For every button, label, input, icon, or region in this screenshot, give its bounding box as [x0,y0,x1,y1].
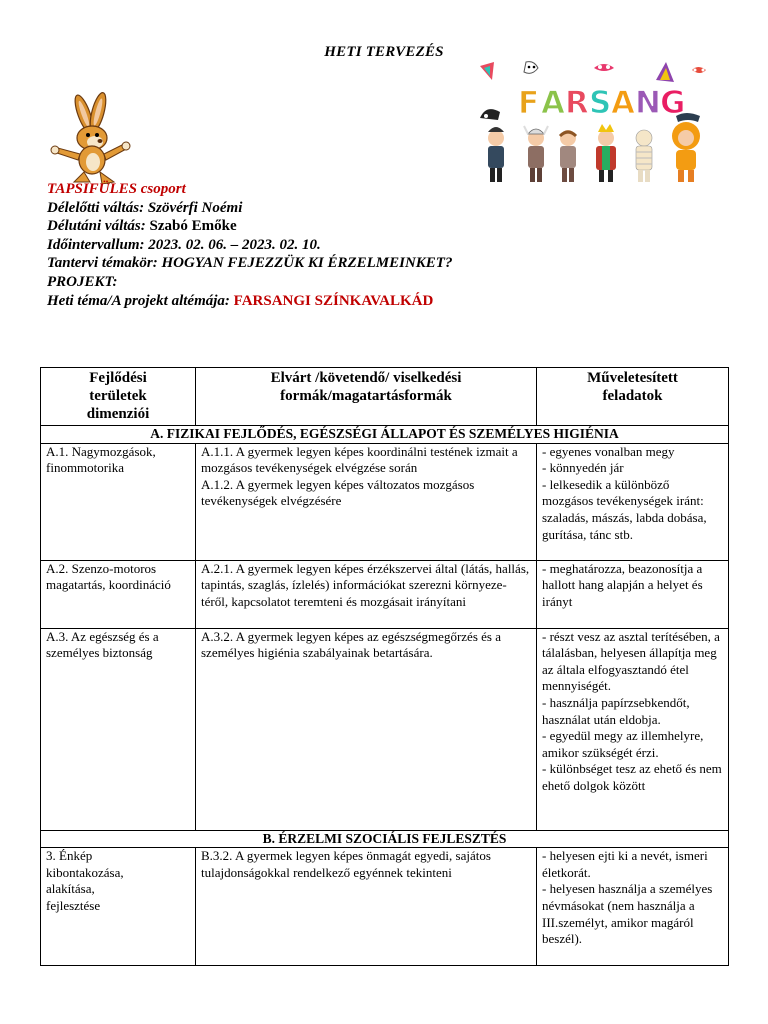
behavior-cell: B.3.2. A gyermek legyen képes önmagát egyedi, sajátos tulajdonságokkal rendelkező egyénnek tekinteni [196,848,537,966]
farsang-letter: F [518,85,540,121]
morning-shift-value: Szövérfi Noémi [147,199,243,216]
farsang-letter: A [611,85,635,121]
table-row [41,443,729,560]
behavior-cell: A.1.1. A gyermek legyen képes koordinálni testének izmait a mozgásos tevékenységek elvégzése során A.1.2. A gyermek legyen képes változatos mozgásos tevékenységek elvégzésére [196,443,537,560]
header-expected-behaviors: Elvárt /követendő/ viselkedési formák/magatartásformák [196,368,537,426]
table-row [41,560,729,628]
header-development-areas: Fejlődési területek dimenziói [41,368,196,426]
farsang-letters [518,85,685,121]
area-cell: 3. Énkép kibontakozása, alakítása, fejlesztése [41,848,196,966]
topic-line [47,254,452,273]
header-operational-tasks: Műveletesített feladatok [537,368,729,426]
weekly-theme-label: Heti téma/A projekt altémája: [47,292,230,309]
section-row-a [41,426,729,444]
table-header-row [41,368,729,426]
section-row-b [41,830,729,848]
section-a-title: A. FIZIKAI FEJLŐDÉS, EGÉSZSÉGI ÁLLAPOT ÉS SZEMÉLYES HIGIÉNIA [41,426,729,444]
rabbit-illustration [44,92,134,184]
farsang-letter: A [541,85,565,121]
costumed-children [488,122,700,182]
area-cell: A.3. Az egészség és a személyes biztonság [41,628,196,830]
table-row [41,628,729,830]
topic-label: Tantervi témakör: [47,255,158,272]
tasks-cell: - részt vesz az asztal terítésében, a tálalásban, helyesen állapítja meg az általa elfogyasztandó étel mennyiségét. - használja papírzsebkendőt, használat után eldobja. - egyedül megy az illemhelyre, amikor szükségét érzi. - különbséget tesz az ehető és nem ehető dolgok között [537,628,729,830]
interval-line [47,236,452,255]
morning-shift-line [47,199,452,218]
topic-value: HOGYAN FEJEZZÜK KI ÉRZELMEINKET? [161,255,453,272]
farsang-carnival-illustration [466,58,716,188]
afternoon-shift-value: Szabó Emőke [149,218,237,235]
area-cell: A.2. Szenzo-motoros magatartás, koordináció [41,560,196,628]
page-title: HETI TERVEZÉS [324,44,444,60]
afternoon-shift-label: Délutáni váltás: [47,218,146,235]
farsang-letter: N [635,85,661,121]
tasks-cell: - meghatározza, beazonosítja a hallott hang alapján a helyet és irányt [537,560,729,628]
tasks-cell: - helyesen ejti ki a nevét, ismeri életkorát. - helyesen használja a személyes névmásokat (nem használja a III.személyt, amikor magáról beszél). [537,848,729,966]
tasks-cell: - egyenes vonalban megy - könnyedén jár - lelkesedik a különböző mozgásos tevékenységek iránt: szaladás, mászás, labda dobása, gurítása, tánc stb. [537,443,729,560]
farsang-letter: G [660,85,686,121]
weekly-theme-value: FARSANGI SZÍNKAVALKÁD [233,292,434,309]
table-row [41,848,729,966]
group-info-block [47,180,452,310]
afternoon-shift-line [47,217,452,236]
group-name: TAPSIFÜLES csoport [47,181,186,197]
weekly-theme-line [47,292,452,311]
behavior-cell: A.2.1. A gyermek legyen képes érzékszervei által (látás, hallás, tapintás, szaglás, ízlelés) információkat szerezni környeze-téről, kapcsolatot teremteni és mozgásait irányítani [196,560,537,628]
project-label: PROJEKT: [47,273,118,290]
planning-table [40,367,729,966]
farsang-letter: R [565,85,589,121]
interval-value: 2023. 02. 06. – 2023. 02. 10. [148,236,321,253]
section-b-title: B. ÉRZELMI SZOCIÁLIS FEJLESZTÉS [41,830,729,848]
interval-label: Időintervallum: [47,236,145,253]
behavior-cell: A.3.2. A gyermek legyen képes az egészségmegőrzés és a személyes higiénia szabályainak betartására. [196,628,537,830]
morning-shift-label: Délelőtti váltás: [47,199,145,216]
farsang-letter: S [589,85,612,121]
area-cell: A.1. Nagymozgások, finommotorika [41,443,196,560]
